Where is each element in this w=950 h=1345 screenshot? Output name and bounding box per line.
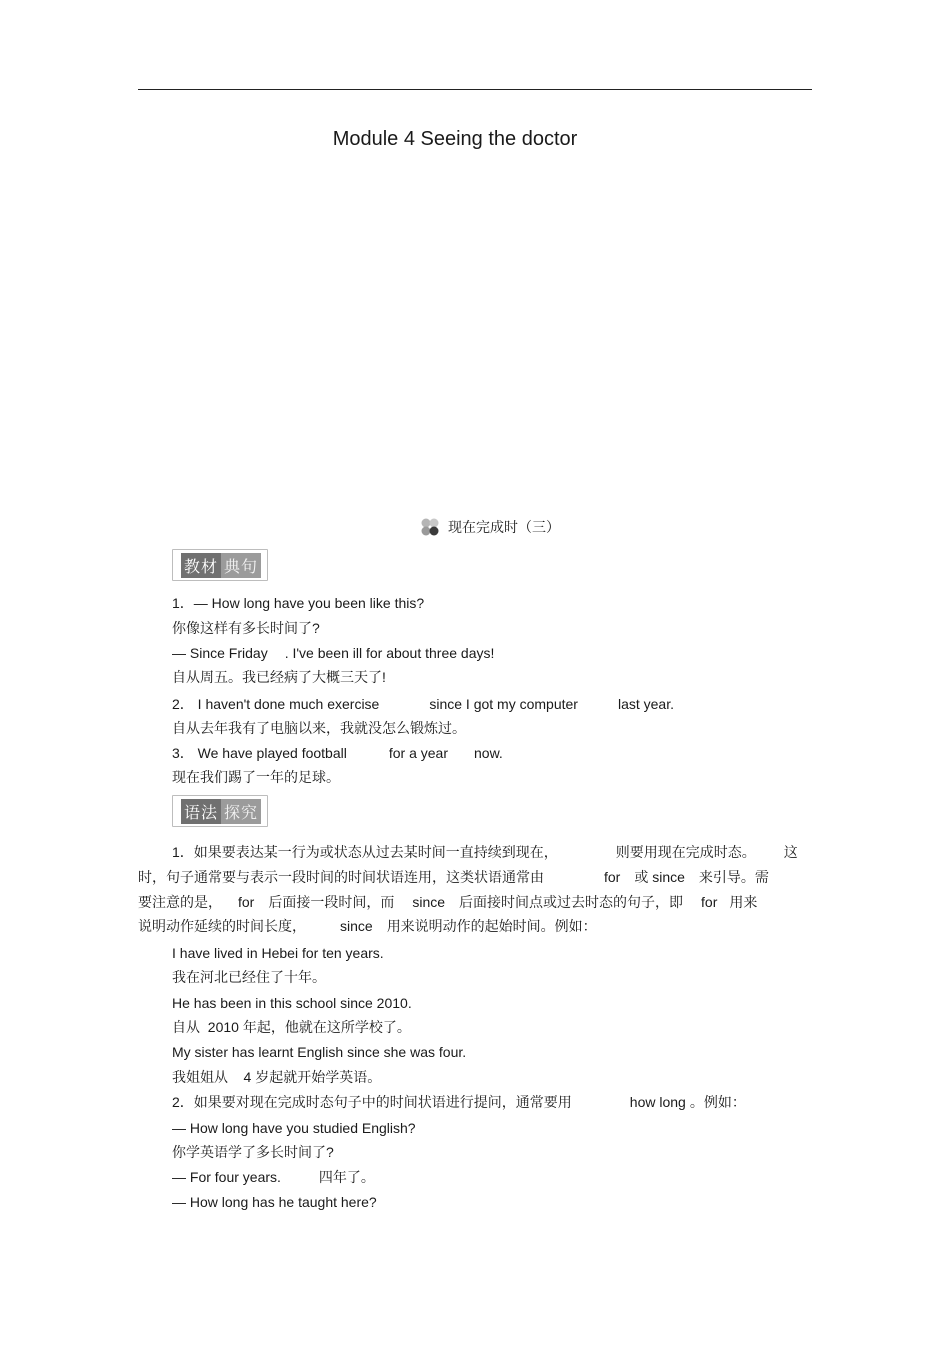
example-line	[172, 644, 494, 662]
grammar-fragment: 。例如：	[689, 1094, 746, 1110]
badge-part2: 探究	[221, 799, 261, 824]
section-heading-text: 现在完成时（三）	[448, 519, 560, 535]
grammar-fragment: 说明动作延续的时间长度，	[138, 918, 306, 934]
grammar-example: I have lived in Hebei for ten years.	[172, 945, 384, 961]
example-fragment: — Since Friday	[172, 645, 268, 661]
badge-part1: 语法	[181, 799, 221, 824]
grammar-fragment: 四年了。	[318, 1169, 375, 1185]
section-heading	[420, 517, 560, 537]
grammar-fragment: 用来说明动作的起始时间。例如：	[386, 918, 597, 934]
grammar-text	[138, 868, 812, 886]
example-translation: 自从去年我有了电脑以来，我就没怎么锻炼过。	[172, 720, 466, 736]
grammar-fragment: 用来	[729, 894, 758, 910]
grammar-fragment: 后面接时间点或过去时态的句子，即	[459, 894, 684, 910]
example-fragment: since I got my computer	[429, 696, 578, 712]
flower-icon	[420, 517, 440, 537]
grammar-example: My sister has learnt English since she was four.	[172, 1044, 467, 1060]
grammar-example-translation: 我姐姐从 4 岁起就开始学英语。	[172, 1069, 382, 1085]
grammar-fragment: — For four years.	[172, 1169, 281, 1185]
page-title: Module 4 Seeing the doctor	[332, 128, 578, 150]
grammar-fragment: 2．如果要对现在完成时态句子中的时间状语进行提问，通常要用	[172, 1094, 572, 1110]
example-line	[172, 695, 674, 713]
grammar-fragment: for	[238, 894, 255, 910]
textbook-sentences-badge	[172, 549, 268, 581]
grammar-fragment: 后面接一段时间，而	[268, 894, 395, 910]
example-fragment: 2． I haven't done much exercise	[172, 696, 380, 712]
grammar-text	[138, 893, 812, 911]
grammar-badge	[172, 795, 268, 827]
grammar-fragment: since	[340, 918, 373, 934]
grammar-example: — How long have you studied English?	[172, 1120, 416, 1136]
grammar-text	[172, 1093, 746, 1111]
example-translation: 现在我们踢了一年的足球。	[172, 769, 340, 785]
badge-part2: 典句	[221, 553, 261, 578]
grammar-example: — How long has he taught here?	[172, 1194, 377, 1210]
grammar-fragment: for	[701, 894, 718, 910]
grammar-fragment: 或 since	[634, 869, 685, 885]
grammar-example-translation: 你学英语学了多长时间了?	[172, 1144, 334, 1160]
example-translation: 自从周五。我已经病了大概三天了!	[172, 669, 386, 685]
grammar-example: He has been in this school since 2010.	[172, 995, 412, 1011]
example-line: 1．— How long have you been like this?	[172, 595, 425, 611]
grammar-fragment: how long	[629, 1094, 686, 1110]
grammar-text	[138, 843, 812, 861]
grammar-fragment: 这	[783, 844, 798, 860]
grammar-text	[138, 917, 812, 935]
header-rule	[138, 89, 812, 90]
grammar-fragment: 1．如果要表达某一行为或状态从过去某时间一直持续到现在，	[172, 844, 558, 860]
example-fragment: last year.	[617, 696, 674, 712]
grammar-example	[172, 1168, 375, 1186]
example-fragment: for a year	[388, 745, 448, 761]
grammar-example-translation: 自从 2010 年起，他就在这所学校了。	[172, 1019, 411, 1035]
grammar-fragment: since	[412, 894, 446, 910]
grammar-fragment: for	[604, 869, 621, 885]
example-fragment: 3． We have played football	[172, 745, 347, 761]
example-fragment: . I've been ill for about three days!	[284, 645, 495, 661]
grammar-example-translation: 我在河北已经住了十年。	[172, 969, 326, 985]
grammar-fragment: 则要用现在完成时态。	[615, 844, 756, 860]
example-line	[172, 744, 503, 762]
grammar-fragment: 时，句子通常要与表示一段时间的时间状语连用，这类状语通常由	[138, 869, 544, 885]
example-fragment: now.	[474, 745, 503, 761]
grammar-fragment: 来引导。需	[698, 869, 769, 885]
grammar-fragment: 要注意的是，	[138, 894, 222, 910]
example-translation: 你像这样有多长时间了?	[172, 620, 320, 636]
badge-part1: 教材	[181, 553, 221, 578]
